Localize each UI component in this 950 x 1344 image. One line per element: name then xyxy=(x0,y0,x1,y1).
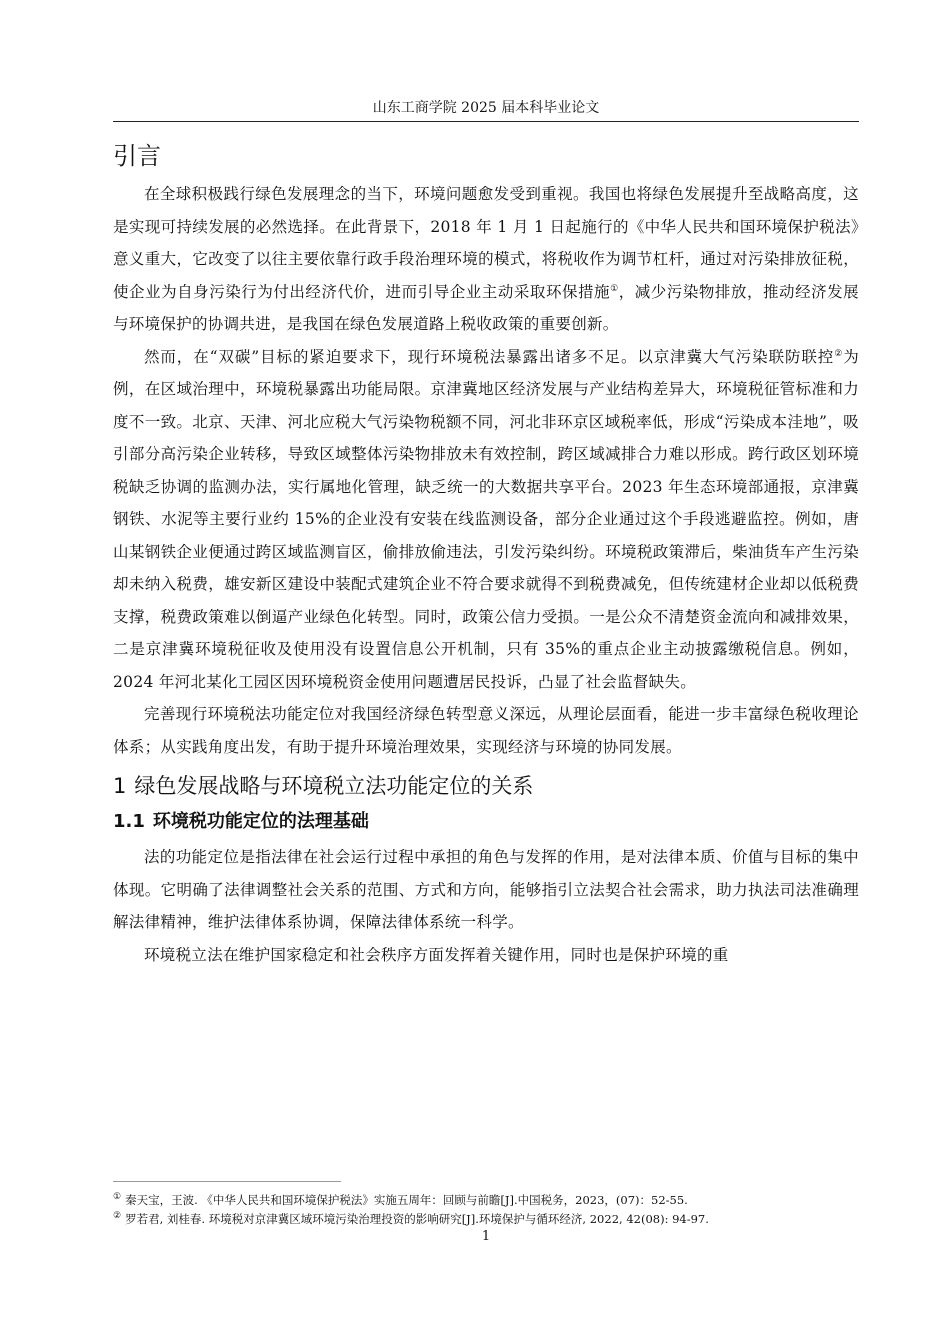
intro-paragraph-2 xyxy=(113,341,859,699)
section-1-title: 绿色发展战略与环境税立法功能定位的关系 xyxy=(134,774,534,798)
intro-paragraph-2-text-b: 为例，在区域治理中，环境税暴露出功能局限。京津冀地区经济发展与产业结构差异大，环境税征管标准和力度不一致。北京、天津、河北应税大气污染物税额不同，河北非环京区域税率低，形成“污染成本洼地”，吸引部分高污染企业转移，导致区域整体污染物排放未有效控制，跨区域减排合力难以形成。跨行政区划环境税缺乏协调的监测办法，实行属地化管理，缺乏统一的大数据共享平台。2023 年生态环境部通报，京津冀钢铁、水泥等主要行业约 15%的企业没有安装在线监测设备，部分企业通过这个手段逃避监控。例如，唐山某钢铁企业便通过跨区域监测盲区，偷排放偷违法，引发污染纠纷。环境税政策滞后，柴油货车产生污染却未纳入税费，雄安新区建设中装配式建筑企业不符合要求就得不到税费减免，但传统建材企业却以低税费支撑，税费政策难以倒逼产业绿色化转型。同时，政策公信力受损。一是公众不清楚资金流向和减排效果，二是京津冀环境税征收及使用没有设置信息公开机制，只有 35%的重点企业主动披露缴税信息。例如，2024 年河北某化工园区因环境税资金使用问题遭居民投诉，凸显了社会监督缺失。 xyxy=(113,347,859,691)
footnote-ref-2[interactable]: ② xyxy=(834,348,844,359)
intro-paragraph-1-text-b: ，减少污染物排放，推动经济发展与环境保护的协调共进，是我国在绿色发展道路上税收政策的重要创新。 xyxy=(113,282,859,333)
section-1-1-paragraph-1: 法的功能定位是指法律在社会运行过程中承担的角色与发挥的作用，是对法律本质、价值与目标的集中体现。它明确了法律调整社会关系的范围、方式和方向，能够指引立法契合社会需求，助力执法司法准确理解法律精神，维护法律体系协调，保障法律体系统一科学。 xyxy=(113,848,859,931)
intro-paragraph-1-text-a: 在全球积极践行绿色发展理念的当下，环境问题愈发受到重视。我国也将绿色发展提升至战略高度，这是实现可持续发展的必然选择。在此背景下，2018 年 1 月 1 日起施行的《中华人民共和国环境保护税法》意义重大，它改变了以往主要依靠行政手段治理环境的模式，将税收作为调节杠杆，通过对污染排放征税，使企业为自身污染行为付出经济代价，进而引导企业主动采取环保措施 xyxy=(113,185,859,301)
intro-paragraph-1 xyxy=(113,178,859,341)
section-1-1-heading xyxy=(113,807,859,837)
section-1-1-number: 1.1 xyxy=(113,811,145,832)
intro-heading: 引言 xyxy=(113,142,161,170)
footnote-divider xyxy=(113,1181,341,1182)
page-header: 山东工商学院 2025 届本科毕业论文 xyxy=(372,100,600,116)
intro-paragraph-3: 完善现行环境税法功能定位对我国经济绿色转型意义深远，从理论层面看，能进一步丰富绿色税收理论体系；从实践角度出发，有助于提升环境治理效果，实现经济与环境的协同发展。 xyxy=(113,705,859,756)
footnote-1-mark: ① xyxy=(113,1192,122,1203)
footnote-2 xyxy=(113,1210,873,1229)
footnote-ref-1[interactable]: ① xyxy=(610,283,619,294)
main-content xyxy=(113,138,859,971)
section-1-1-paragraph-2: 环境税立法在维护国家稳定和社会秩序方面发挥着关键作用，同时也是保护环境的重 xyxy=(144,945,729,964)
section-1-1-title: 环境税功能定位的法理基础 xyxy=(152,811,369,832)
page-number: 1 xyxy=(481,1229,491,1244)
intro-paragraph-2-text-a: 然而，在“双碳”目标的紧迫要求下，现行环境税法暴露出诸多不足。以京津冀大气污染联防联控 xyxy=(144,347,835,366)
section-1-heading xyxy=(113,769,859,803)
header-divider xyxy=(113,121,859,122)
footnote-2-mark: ② xyxy=(113,1211,122,1222)
section-1-number: 1 xyxy=(113,774,127,798)
footnotes xyxy=(113,1191,873,1229)
footnote-1-text: 秦天宝，王波. 《中华人民共和国环境保护税法》实施五周年：回顾与前瞻[J].中国税务，2023，(07)：52-55. xyxy=(125,1193,688,1207)
footnote-1 xyxy=(113,1191,873,1210)
footnote-2-text: 罗若君, 刘桂春. 环境税对京津冀区域环境污染治理投资的影响研究[J].环境保护与循环经济, 2022, 42(08): 94-97. xyxy=(125,1212,709,1226)
